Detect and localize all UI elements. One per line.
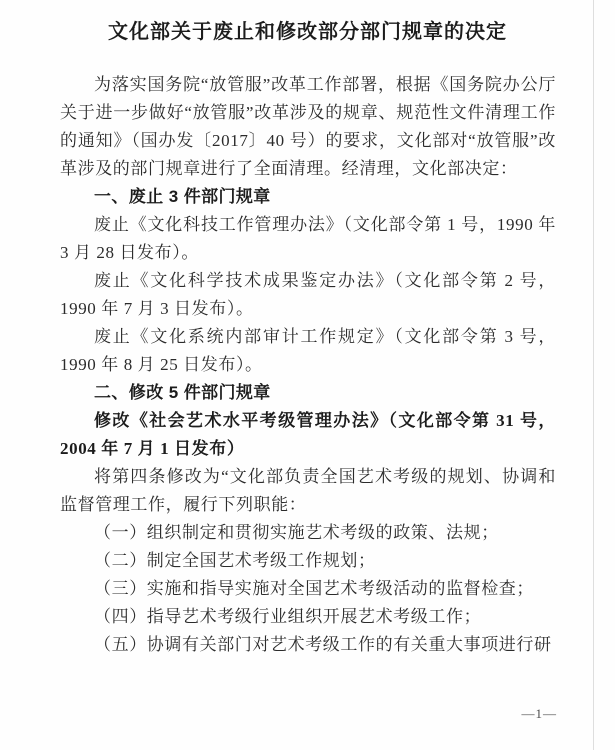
paragraph-article-4: 将第四条修改为“文化部负责全国艺术考级的规划、协调和监督管理工作，履行下列职能： <box>60 467 556 514</box>
list-item-3: （三）实施和指导实施对全国艺术考级活动的监督检查； <box>94 579 534 598</box>
scan-edge-artifact <box>593 0 594 750</box>
document-body <box>60 71 556 659</box>
document-title: 文化部关于废止和修改部分部门规章的决定 <box>108 21 507 43</box>
list-item-2: （二）制定全国艺术考级工作规划； <box>94 551 376 570</box>
list-item-4: （四）指导艺术考级行业组织开展艺术考级工作； <box>94 607 482 626</box>
paragraph-intro: 为落实国务院“放管服”改革工作部署，根据《国务院办公厅关于进一步做好“放管服”改革涉及的规章、规范性文件清理工作的通知》（国办发〔2017〕40 号）的要求，文化部对“放管服”改革涉及的部门规章进行了全面清理。经清理，文化部决定： <box>60 75 556 178</box>
page-number: —1— <box>521 706 557 721</box>
list-item-1: （一）组织制定和贯彻实施艺术考级的政策、法规； <box>94 523 499 542</box>
paragraph-repeal-1: 废止《文化科技工作管理办法》（文化部令第 1 号，1990 年 3 月 28 日发布）。 <box>60 215 556 262</box>
list-item-5: （五）协调有关部门对艺术考级工作的有关重大事项进行研 <box>94 635 552 654</box>
section-heading-repeal: 一、废止 3 件部门规章 <box>94 187 271 206</box>
paragraph-modify-title: 修改《社会艺术水平考级管理办法》（文化部令第 31 号，2004 年 7 月 1 日发布） <box>60 411 556 458</box>
paragraph-repeal-2: 废止《文化科学技术成果鉴定办法》（文化部令第 2 号，1990 年 7 月 3 日发布）。 <box>60 271 556 318</box>
paragraph-repeal-3: 废止《文化系统内部审计工作规定》（文化部令第 3 号，1990 年 8 月 25 日发布）。 <box>60 327 556 374</box>
section-heading-modify: 二、修改 5 件部门规章 <box>94 383 271 402</box>
